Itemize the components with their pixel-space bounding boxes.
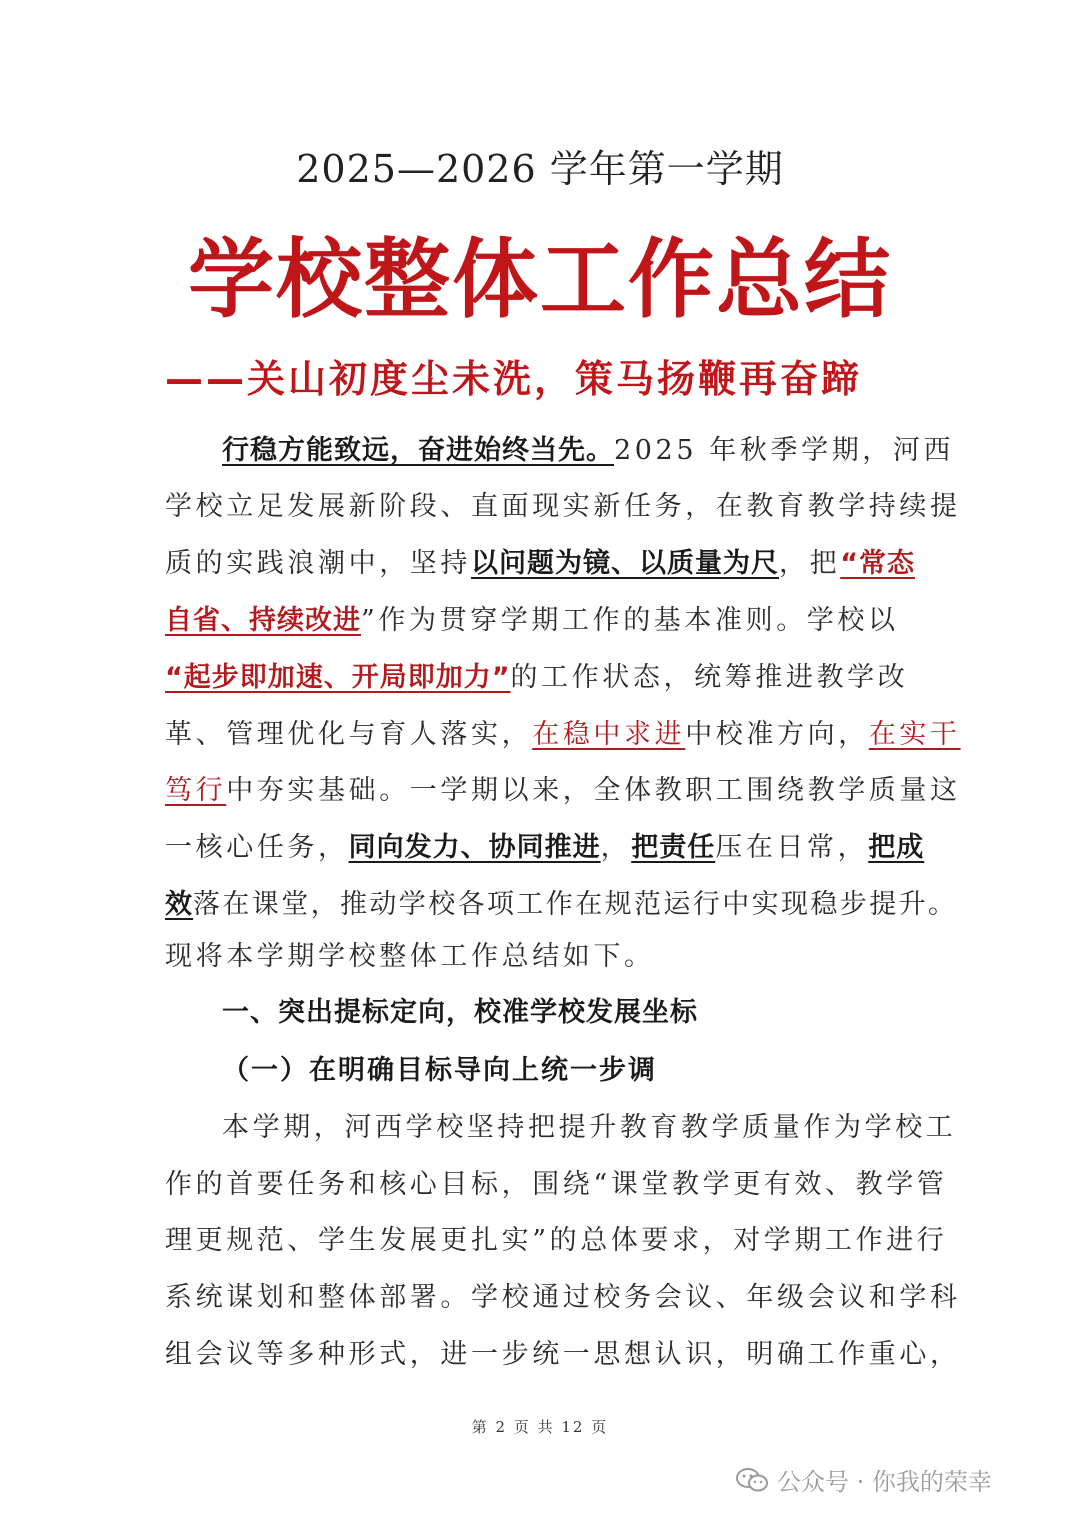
intro-red-underline: 笃行 <box>165 775 227 806</box>
section-line-2: 作的首要任务和核心目标，围绕“课堂教学更有效、教学管 <box>165 1169 948 1200</box>
intro-text: 压在日常， <box>715 832 869 863</box>
watermark <box>735 1462 992 1497</box>
intro-red-underline: 在实干 <box>868 719 961 750</box>
section-line-4: 系统谋划和整体部署。学校通过校务会议、年级会议和学科 <box>165 1282 961 1313</box>
intro-text: 2025 年秋季学期，河西 <box>614 435 955 466</box>
intro-red-underline: 在稳中求进 <box>532 719 686 750</box>
section-line-1: 本学期，河西学校坚持把提升教育教学质量作为学校工 <box>222 1112 957 1143</box>
intro-line-9 <box>165 882 957 921</box>
intro-line-1 <box>222 428 954 467</box>
intro-text: 一核心任务， <box>165 832 349 863</box>
intro-lead-phrase: 行稳方能致远，奋进始终当先。 <box>222 435 614 466</box>
intro-red-emphasis: “常态 <box>840 548 915 579</box>
intro-text: 学校立足发展新阶段、直面现实新任务，在教育教学持续提 <box>165 491 961 522</box>
intro-red-emphasis: “起步即加速、开局即加力” <box>165 662 511 693</box>
intro-text: ， <box>600 832 632 863</box>
intro-emphasis: 效 <box>165 889 193 920</box>
watermark-text: 公众号 · 你我的荣幸 <box>777 1468 992 1496</box>
intro-line-7 <box>165 768 961 807</box>
intro-text: 的工作状态，统筹推进教学改 <box>510 662 909 693</box>
subtitle: ——关山初度尘未洗，策马扬鞭再奋蹄 <box>165 357 863 401</box>
intro-line-3 <box>165 541 915 580</box>
main-title: 学校整体工作总结 <box>188 230 892 330</box>
intro-line-4 <box>165 598 899 637</box>
intro-emphasis: 把责任 <box>631 832 716 863</box>
intro-text: 中夯实基础。一学期以来，全体教职工围绕教学质量这 <box>226 775 961 806</box>
intro-line-8 <box>165 825 924 864</box>
intro-text: 现将本学期学校整体工作总结如下。 <box>165 941 655 972</box>
section-line-3: 理更规范、学生发展更扎实”的总体要求，对学期工作进行 <box>165 1225 948 1256</box>
intro-text: 革、管理优化与育人落实， <box>165 719 533 750</box>
intro-line-6 <box>165 712 961 751</box>
intro-red-emphasis: 自省、持续改进 <box>165 605 361 636</box>
year-title: 2025—2026 学年第一学期 <box>296 147 784 191</box>
intro-text: ”作为贯穿学期工作的基本准则。学校以 <box>361 605 899 636</box>
intro-text: 中校准方向， <box>685 719 869 750</box>
intro-emphasis: 同向发力、协同推进 <box>348 832 601 863</box>
intro-text: 落在课堂，推动学校各项工作在规范运行中实现稳步提升。 <box>193 889 958 920</box>
intro-text: 质的实践浪潮中，坚持 <box>165 548 471 579</box>
section-line-5: 组会议等多种形式，进一步统一思想认识，明确工作重心， <box>165 1339 961 1370</box>
intro-line-5 <box>165 655 908 694</box>
section-heading: 一、突出提标定向，校准学校发展坐标 <box>222 997 698 1028</box>
intro-emphasis: 把成 <box>868 832 925 863</box>
intro-text: ，把 <box>779 548 841 579</box>
page-number: 第 2 页 共 12 页 <box>471 1418 609 1436</box>
intro-emphasis: 以问题为镜、以质量为尺 <box>471 548 779 579</box>
intro-line-10 <box>165 934 655 973</box>
section-subheading: （一）在明确目标导向上统一步调 <box>222 1055 657 1086</box>
intro-line-2 <box>165 484 961 523</box>
wechat-icon <box>735 1467 769 1493</box>
